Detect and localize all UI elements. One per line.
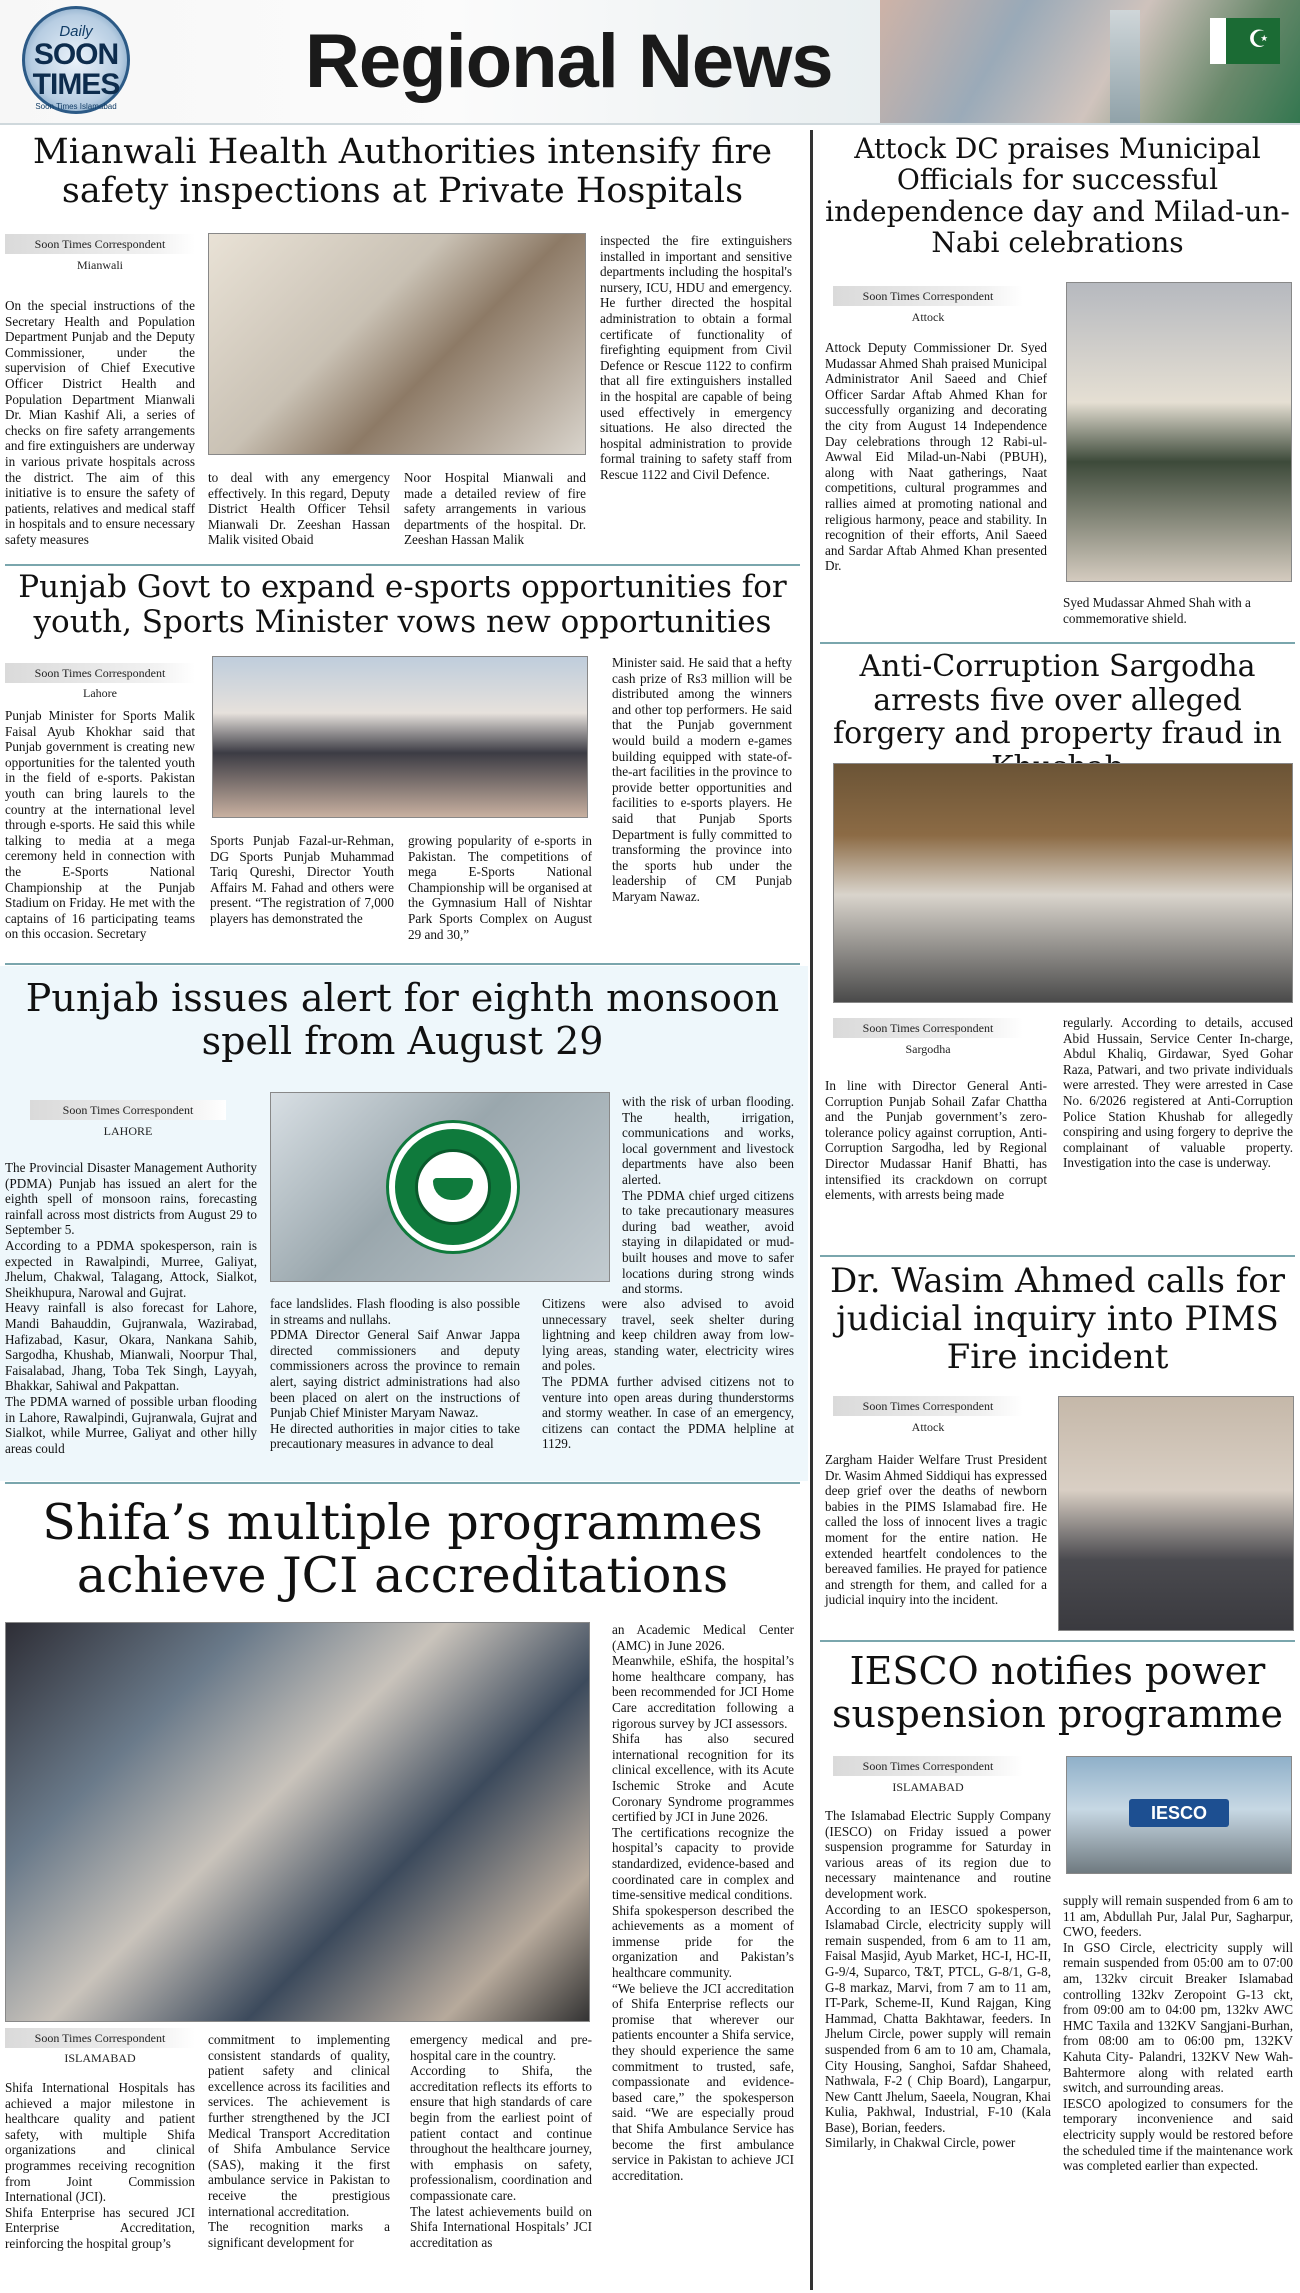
photo-shifa-collage [5, 1622, 590, 2022]
article-text-monsoon-2: face landslides. Flash flooding is also possible in streams and nullahs. PDMA Director General Saif Anwar Jappa directed commissioners and deputy commissioners across the province to remain alert, saying district administrations had also been placed on alert on the instructions of Punjab Chief Minister Maryam Nawaz. He directed authorities in major cities to take precautionary measures in advance to deal [270, 1296, 520, 1452]
byline-monsoon: Soon Times Correspondent [30, 1100, 226, 1120]
article-text-monsoon-3b: Citizens were also advised to avoid unnecessary travel, seek shelter during lightning and keep children away from low-lying areas, standing water, electricity wires and poles. The PDMA further advised citizens not to venture into open areas during thunderstorms and stormy weather. In case of an emergency, citizens can contact the PDMA helpline at 1129. [542, 1296, 794, 1452]
article-text-wasim-1: Zargham Haider Welfare Trust President Dr. Wasim Ahmed Siddiqui has expressed deep grief over the deaths of newborn babies in the PIMS Islamabad fire. He called the loss of innocent lives a tragic moment for the entire nation. He extended heartfelt condolences to the bereaved families. He prayed for patience and strength for them, and called for a judicial inquiry into the incident. [825, 1452, 1047, 1608]
soon-times-logo: Daily SOON TIMES Soon Times Islamabad [22, 6, 130, 114]
caption-attock: Syed Mudassar Ahmed Shah with a commemorative shield. [1063, 595, 1251, 626]
photo-arrested-suspects [833, 763, 1293, 1003]
article-text-monsoon-1: The Provincial Disaster Management Authority (PDMA) Punjab has issued an alert for the eighth spell of monsoon rains, forecasting rainfall across most districts from August 29 to September 5. According to a PDMA spokesperson, rain is expected in Rawalpindi, Murree, Galiyat, Jhelum, Chakwal, Talagang, Attock, Sialkot, Sheikhupura, Narowal and Gujrat. Heavy rainfall is also forecast for Lahore, Mandi Bahauddin, Gujranwala, Wazirabad, Hafizabad, Kasur, Okara, Nankana Sahib, Sargodha, Khushab, Mianwali, Noorpur Thal, Faisalabad, Jhang, Toba Tek Singh, Layyah, Bhakkar, Sahiwal and Pakpattan. The PDMA warned of possible urban flooding in Lahore, Rawalpindi, Gujranwala, Gujrat and Sialkot, while Murree, Galiyat and other hilly areas could [5, 1160, 257, 1456]
byline-esports: Soon Times Correspondent [5, 663, 195, 683]
section-divider [5, 1482, 800, 1484]
dateline-iesco: ISLAMABAD [892, 1780, 964, 1794]
byline-shifa: Soon Times Correspondent [5, 2028, 195, 2048]
article-text-mianwali-1: On the special instructions of the Secretary Health and Population Department Punjab and the Deputy Commissioner, under the supervision of Chief Executive Officer District Health and Population Department Mianwali Dr. Mian Kashif Ali, a series of checks on fire safety arrangements and fire extinguishers are underway in various private hospitals across the district. The aim of this initiative is to ensure the safety of patients, relatives and medical staff in hospitals and to ensure necessary safety measures [5, 298, 195, 547]
section-divider [5, 963, 800, 965]
byline-anticorruption: Soon Times Correspondent [833, 1018, 1023, 1038]
article-text-attock-1: Attock Deputy Commissioner Dr. Syed Mudassar Ahmed Shah praised Municipal Administrator Anil Saeed and Chief Officer Sardar Aftab Ahmed Khan for successfully organizing and decorating the city from August 14 Independence Day celebrations through 12 Rabi-ul-Awwal Eid Milad-un-Nabi (PBUH), along with Naat gatherings, Naat competitions, cultural programmes and rallies aimed at promoting national and religious harmony, peace and stability. In recognition of their efforts, Anil Saeed and Sardar Aftab Ahmed Khan presented Dr. [825, 340, 1047, 574]
dateline-esports: Lahore [83, 686, 117, 700]
article-text-anticorruption-1: In line with Director General Anti-Corruption Punjab Sohail Zafar Chattha and the Punjab government’s zero-tolerance policy against corruption, Anti-Corruption Sargodha, led by Regional Director Mudassar Hanif Bhatti, has intensified its crackdown on corrupt elements, with arrests being made [825, 1078, 1047, 1203]
byline-iesco: Soon Times Correspondent [833, 1756, 1023, 1776]
byline-mianwali: Soon Times Correspondent [5, 234, 195, 254]
article-text-esports-4: Minister said. He said that a hefty cash prize of Rs3 million will be distributed among the winners and other top performers. He said that the Punjab government would build a modern e-games building equipped with state-of-the-art facilities in the province to provide better opportunities and facilities to e-sports players. He said that Punjab Sports Department is fully committed to transforming the province into the sports hub under the leadership of CM Punjab Maryam Nawaz. [612, 655, 792, 904]
article-text-monsoon-3a: with the risk of urban flooding. The health, irrigation, communications and works, local government and livestock departments have also been alerted. The PDMA chief urged citizens to take precautionary measures during bad weather, avoid staying in dilapidated or mud-built houses and move to safer locations during strong winds and storms. [622, 1094, 794, 1297]
dateline-monsoon: LAHORE [103, 1124, 153, 1138]
photo-esports-ceremony [212, 656, 588, 818]
dateline-wasim: Attock [911, 1420, 945, 1434]
minar-tower-image [1110, 10, 1140, 125]
photo-dc-shield [1066, 282, 1292, 582]
headline-attock: Attock DC praises Municipal Officials for successful independence day and Milad-un-Nabi celebrations [825, 132, 1290, 260]
byline-wasim: Soon Times Correspondent [833, 1396, 1023, 1416]
article-text-esports-3: growing popularity of e-sports in Pakistan. The competitions of mega E-Sports National Championship will be organised at the Gymnasium Hall of Nishtar Park Sports Complex on August 29 and 30,” [408, 833, 592, 942]
article-text-shifa-4: an Academic Medical Center (AMC) in June 2026. Meanwhile, eShifa, the hospital’s home healthcare company, has been recommended for JCI Home Care accreditation following a rigorous survey by JCI assessors. Shifa has also secured international recognition for its clinical excellence, with its Acute Ischemic Stroke and Acute Coronary Syndrome programmes certified by JCI in June 2026. The certifications recognize the hospital’s capacity to provide standardized, evidence-based and coordinated care in complex and time-sensitive medical conditions. Shifa spokesperson described the achievements as a moment of immense pride for the organization and Pakistan’s healthcare community. “We believe the JCI accreditation of Shifa Enterprise reflects our promise that wherever our patients encounter a Shifa service, they should experience the same commitment to trusted, safe, compassionate and evidence-based care,” the spokesperson said. “We are especially proud that Shifa Ambulance Service has become the first ambulance service in Pakistan to achieve JCI accreditation. [612, 1622, 794, 2183]
headline-wasim: Dr. Wasim Ahmed calls for judicial inquiry into PIMS Fire incident [829, 1261, 1286, 1378]
masthead [0, 0, 1300, 125]
byline-attock: Soon Times Correspondent [833, 286, 1023, 306]
article-text-esports-1: Punjab Minister for Sports Malik Faisal Ayub Khokhar said that Punjab government is creating new opportunities for the talented youth in the field of e-sports. Pakistan youth can bring laurels to the country at the international level through e-sports. He said this while talking to media at a mega ceremony held in connection with the E-Sports National Championship at the Punjab Stadium on Friday. He met with the captains of 16 participating teams on this occasion. Secretary [5, 708, 195, 942]
page-title: Regional News [305, 19, 833, 104]
article-text-mianwali-4: inspected the fire extinguishers installed in important and sensitive departments including the hospital's nursery, ICU, HDU and emergency. He further directed the hospital administration to obtain a formal certificate of functionality of firefighting equipment from Civil Defence or Rescue 1122 to confirm that all fire extinguishers installed in the hospital are capable of being used effectively in emergency situations. He also directed the hospital administration to provide formal training to safety staff from Rescue 1122 and Civil Defence. [600, 233, 792, 482]
headline-anticorruption: Anti-Corruption Sargodha arrests five over alleged forgery and property fraud in [833, 649, 1282, 752]
photo-dr-wasim [1058, 1396, 1294, 1631]
photo-iesco-grid [1066, 1756, 1292, 1874]
photo-fire-inspection [208, 233, 586, 455]
headline-mianwali: Mianwali Health Authorities intensify fire safety inspections at Private Hospitals [32, 132, 773, 212]
article-text-iesco-1: The Islamabad Electric Supply Company (IESCO) on Friday issued a power suspension programme for Saturday in various areas of its region due to necessary maintenance and routine development work. According to an IESCO spokesperson, Islamabad Circle, electricity supply will remain suspended, from 6 am to 11 am, Faisal Masjid, Ayub Market, HC-I, HC-II, G-9/4, Suparco, T&T, PTCL, G-8/1, G-8, G-8 markaz, Marvi, from 7 am to 11 am, IT-Park, Scheme-II, Kund Rajgan, King Hammad, Chatta Bakhtawar, feeders. In Jhelum Circle, power supply will remain suspended from 6 am to 10 am, Chamala, City Housing, Sanghoi, Safdar Shaheed, Nathwala, F-2 ( Chip Board), Langarpur, New Cantt Jhelum, Saeela, Nougran, Khai Kulia, Pakhwal, Industrial, F-10 (Kala Base), Borian, feeders. Similarly, in Chakwal Circle, power [825, 1808, 1051, 2151]
article-text-shifa-3: emergency medical and pre-hospital care in the country. According to Shifa, the accreditation reflects its efforts to ensure that high standards of care begin from the earliest point of patient contact and continue throughout the healthcare journey, with emphasis on safety, professionalism, coordination and compassionate care. The latest achievements build on Shifa International Hospitals’ JCI accreditation as [410, 2032, 592, 2250]
article-text-anticorruption-2: regularly. According to details, accused Abid Hussain, Service Center In-charge, Abdul Khaliq, Girdawar, Syed Gohar Raza, Patwari, and two private individuals were arrested. They were arrested in Case No. 6/2026 registered at Anti-Corruption Police Station Khushab for allegedly conspiring and using forgery to deprive the complainant of valuable property. Investigation into the case is underway. [1063, 1015, 1293, 1171]
dateline-shifa: ISLAMABAD [64, 2051, 136, 2065]
pakistan-flag-icon: ☪ [1210, 18, 1280, 64]
article-text-mianwali-2: to deal with any emergency effectively. In this regard, Deputy District Health Officer Tehsil Mianwali Dr. Zeeshan Hassan Malik visited Obaid [208, 470, 390, 548]
dateline-mianwali: Mianwali [77, 258, 123, 272]
iesco-logo-icon: IESCO [1129, 1799, 1229, 1827]
headline-iesco: IESCO notifies power suspension programme [832, 1649, 1283, 1736]
article-text-shifa-1: Shifa International Hospitals has achieved a major milestone in healthcare quality and patient safety, with multiple Shifa organizations and clinical programmes receiving recognition from Joint Commission International (JCI). Shifa Enterprise has secured JCI Enterprise Accreditation, reinforcing the hospital group’s [5, 2080, 195, 2251]
pdma-logo-icon [389, 1123, 517, 1251]
section-divider [820, 1640, 1295, 1642]
headline-esports: Punjab Govt to expand e-sports opportunities for youth, Sports Minister vows new opportunities [18, 569, 787, 640]
headline-shifa: Shifa’s multiple programmes achieve JCI accreditations [42, 1494, 763, 1604]
section-divider [820, 642, 1295, 644]
headline-monsoon: Punjab issues alert for eighth monsoon spell from August 29 [25, 976, 780, 1063]
dateline-attock: Attock [911, 310, 945, 324]
photo-pdma-rain [270, 1092, 610, 1282]
dateline-anticorruption: Sargodha [905, 1042, 951, 1056]
article-text-mianwali-3: Noor Hospital Mianwali and made a detailed review of fire safety arrangements in various departments of the hospital. Dr. Zeeshan Hassan Malik [404, 470, 586, 548]
section-divider [820, 1255, 1295, 1257]
article-text-iesco-2: supply will remain suspended from 6 am to 11 am, Abdullah Pur, Jalal Pur, Sagharpur, CWO, feeders. In GSO Circle, electricity supply will remain suspended from 05:00 am to 07:00 am, 132kv circuit Breaker Islamabad controlling 132kv Zeropoint G-13 ckt, from 09:00 am to 04:00 pm, 132kv AWC HMC Taxila and 132KV Sangjani-Burhan, from 08:00 am to 06:00 pm, 132KV Kahuta City- Palandri, 132KV New Wah-Bahtermore along with related earth switch, and surrounding areas. IESCO apologized to consumers for the temporary inconvenience and said electricity supply would be restored before the scheduled time if the maintenance work was completed earlier than expected. [1063, 1893, 1293, 2174]
column-divider [810, 130, 813, 2290]
article-text-shifa-2: commitment to implementing consistent standards of quality, patient safety and clinical excellence across its facilities and services. The achievement is further strengthened by the JCI Medical Transport Accreditation of Shifa Ambulance Service (SAS), making it the first ambulance service in Pakistan to receive the prestigious international accreditation. The recognition marks a significant development for [208, 2032, 390, 2250]
article-text-esports-2: Sports Punjab Fazal-ur-Rehman, DG Sports Punjab Muhammad Tariq Qureshi, Director Youth Affairs M. Fahad and others were present. “The registration of 7,000 players has demonstrated the [210, 833, 394, 926]
section-divider [5, 564, 800, 566]
